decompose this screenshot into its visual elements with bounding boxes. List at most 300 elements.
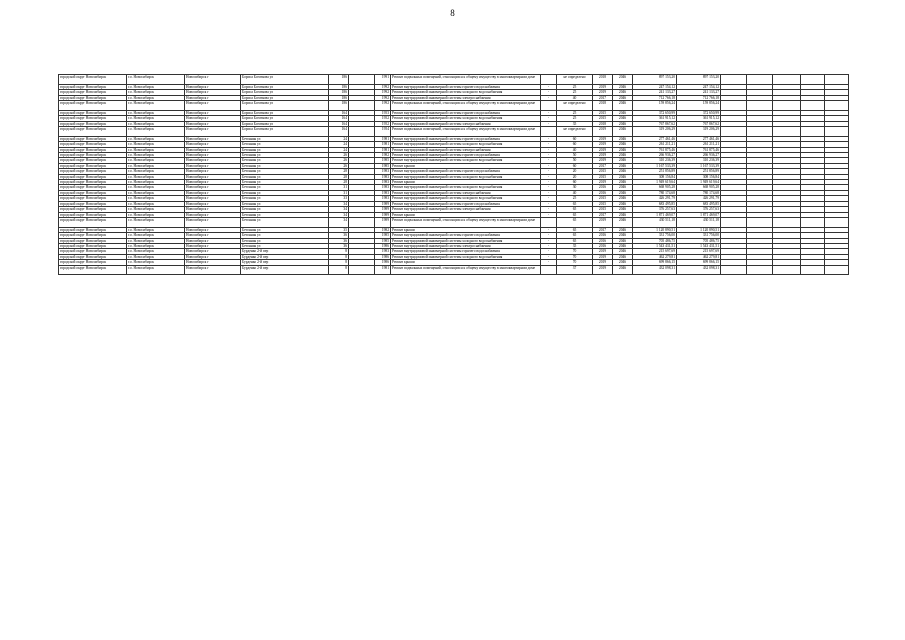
table-cell: 2046 xyxy=(613,180,633,185)
table-cell: 2046 xyxy=(613,201,633,206)
table-cell: 668 905,28 xyxy=(633,185,677,190)
table-cell: 2019 xyxy=(593,147,613,152)
table-cell: 65 xyxy=(557,207,593,212)
table-cell: 247 154,12 xyxy=(633,84,677,89)
table-cell: 2046 xyxy=(613,147,633,152)
table-cell: Бурденко 2-й пер xyxy=(241,260,329,265)
table-cell: 2019 xyxy=(593,158,613,163)
table-cell: 2018 xyxy=(593,101,613,111)
table-cell: 65 xyxy=(557,217,593,227)
table-cell: 2019 xyxy=(593,260,613,265)
table-cell: Ремонт внутридомовой инженерной системы холодного водоснабжения xyxy=(391,254,541,259)
table-cell: 705 486,75 xyxy=(677,238,721,243)
table-cell: 432 098,31 xyxy=(677,265,721,275)
table-cell: 2017 xyxy=(593,163,613,168)
table-cell: 2046 xyxy=(613,190,633,195)
table-cell: Новосибирск г xyxy=(185,75,241,85)
table-cell: городской округ Новосибирск xyxy=(59,169,127,174)
capital-repair-table xyxy=(58,74,848,275)
table-cell: 70 xyxy=(557,249,593,254)
table-cell: г.о. Новосибирск xyxy=(127,265,185,275)
table-cell xyxy=(541,265,557,275)
table-cell: 50 xyxy=(557,158,593,163)
table-cell: Ремонт внутридомовой инженерной системы электроснабжения xyxy=(391,243,541,248)
table-cell: 1991 xyxy=(375,75,391,85)
table-cell: г.о. Новосибирск xyxy=(127,95,185,100)
table-cell: 20 xyxy=(557,169,593,174)
table-cell: 65 xyxy=(557,227,593,232)
table-cell: 2019 xyxy=(593,249,613,254)
table-cell: Новосибирск г xyxy=(185,158,241,163)
table-cell xyxy=(349,127,375,137)
table-cell: Ремонт крыши xyxy=(391,180,541,185)
table-cell: 247 154,12 xyxy=(677,84,721,89)
table-cell: Ремонт внутридомовой инженерной системы электроснабжения xyxy=(391,147,541,152)
table-cell: Новосибирск г xyxy=(185,90,241,95)
table-cell xyxy=(747,75,773,85)
table-cell: 780 174,68 xyxy=(633,190,677,195)
table-cell: 34 xyxy=(329,212,349,217)
table-cell: Бетонная ул xyxy=(241,243,329,248)
table-cell xyxy=(721,101,747,111)
table-cell: 1 167 533,39 xyxy=(677,163,721,168)
table-cell: городской округ Новосибирск xyxy=(59,249,127,254)
table-cell: 36 xyxy=(329,238,349,243)
table-cell xyxy=(747,101,773,111)
table-cell: 705 486,75 xyxy=(633,238,677,243)
table-cell: 2019 xyxy=(593,142,613,147)
table-cell: 2046 xyxy=(613,249,633,254)
table-cell: 1952 xyxy=(375,116,391,121)
table-cell: 30 xyxy=(557,185,593,190)
table-cell: 426 291,79 xyxy=(633,196,677,201)
table-cell: Новосибирск г xyxy=(185,249,241,254)
table-cell xyxy=(773,127,801,137)
table-cell: 2018 xyxy=(593,75,613,85)
table-cell: Бетонная ул xyxy=(241,180,329,185)
table-cell: 1 120 890,51 xyxy=(633,227,677,232)
table-cell xyxy=(825,265,849,275)
table-cell: - xyxy=(541,185,557,190)
table-cell: Бетонная ул xyxy=(241,238,329,243)
table-cell: 33 xyxy=(329,196,349,201)
table-cell: г.о. Новосибирск xyxy=(127,153,185,158)
table-cell xyxy=(825,217,849,227)
table-cell: 426 291,79 xyxy=(677,196,721,201)
table-cell: Новосибирск г xyxy=(185,116,241,121)
table-cell: Бетонная ул xyxy=(241,142,329,147)
table-cell: Новосибирск г xyxy=(185,153,241,158)
table-cell xyxy=(801,127,825,137)
table-cell: - xyxy=(541,174,557,179)
table-cell: 1983 xyxy=(375,196,391,201)
table-cell: Бурденко 2-й пер xyxy=(241,265,329,275)
table-cell: 361 915,12 xyxy=(677,116,721,121)
table-cell: 40 xyxy=(557,190,593,195)
table-cell: городской округ Новосибирск xyxy=(59,180,127,185)
table-cell: 65 xyxy=(557,212,593,217)
table-cell: 1 120 890,51 xyxy=(677,227,721,232)
table-cell: городской округ Новосибирск xyxy=(59,163,127,168)
table-cell: 780 174,68 xyxy=(677,190,721,195)
table-cell: Ремонт внутридомовой инженерной системы холодного водоснабжения xyxy=(391,158,541,163)
table-cell: Ремонт внутридомовой инженерной системы холодного водоснабжения xyxy=(391,142,541,147)
page-number: 8 xyxy=(450,8,455,18)
table-cell: не определено xyxy=(557,101,593,111)
table-cell: Бетонная ул xyxy=(241,207,329,212)
table-cell: - xyxy=(541,95,557,100)
table-cell xyxy=(801,265,825,275)
table-cell xyxy=(801,217,825,227)
table-cell: Ремонт внутридомовой инженерной системы холодного водоснабжения xyxy=(391,116,541,121)
table-cell: Ремонт подвальных помещений, относящихся к общему имуществу в многоквартирном доме xyxy=(391,265,541,275)
table-cell: 331 756,00 xyxy=(677,233,721,238)
table-cell: 35 xyxy=(557,121,593,126)
table-cell: 1986 xyxy=(375,260,391,265)
table-cell: 2015 xyxy=(593,201,613,206)
table-cell xyxy=(747,127,773,137)
table-cell: городской округ Новосибирск xyxy=(59,147,127,152)
table-cell: Ремонт внутридомовой инженерной системы электроснабжения xyxy=(391,207,541,212)
table-cell: 2019 xyxy=(593,84,613,89)
table-cell: 277 461,46 xyxy=(633,136,677,141)
table-cell: 60 xyxy=(557,180,593,185)
table-cell: 2019 xyxy=(593,136,613,141)
table-cell: - xyxy=(541,121,557,126)
table-cell: городской округ Новосибирск xyxy=(59,185,127,190)
table-cell: городской округ Новосибирск xyxy=(59,142,127,147)
table-cell: городской округ Новосибирск xyxy=(59,260,127,265)
table-cell: г.о. Новосибирск xyxy=(127,116,185,121)
table-cell: городской округ Новосибирск xyxy=(59,254,127,259)
table-cell: 712 766,18 xyxy=(677,95,721,100)
table-cell: 1986 xyxy=(375,254,391,259)
table-cell: г.о. Новосибирск xyxy=(127,196,185,201)
table-cell: Ремонт подвальных помещений, относящихся к общему имуществу в многоквартирном доме xyxy=(391,101,541,111)
table-cell: 1985 xyxy=(375,158,391,163)
table-cell: г.о. Новосибирск xyxy=(127,212,185,217)
table-cell: Новосибирск г xyxy=(185,260,241,265)
table-cell: 186 xyxy=(329,101,349,111)
table-cell: 2046 xyxy=(613,227,633,232)
table-cell: 2046 xyxy=(613,163,633,168)
table-cell: 36 xyxy=(329,243,349,248)
table-cell: 897 153,20 xyxy=(633,75,677,85)
table-cell: г.о. Новосибирск xyxy=(127,169,185,174)
table-cell: 1982 xyxy=(375,153,391,158)
table-cell: г.о. Новосибирск xyxy=(127,90,185,95)
table-cell: 24 xyxy=(329,142,349,147)
table-cell xyxy=(747,217,773,227)
table-cell: 277 461,46 xyxy=(677,136,721,141)
table-cell: 186 xyxy=(329,75,349,85)
table-cell: 1 543 431,51 xyxy=(677,243,721,248)
table-cell: - xyxy=(541,153,557,158)
table-cell: 2019 xyxy=(593,90,613,95)
table-cell: 2017 xyxy=(593,227,613,232)
table-cell xyxy=(801,75,825,85)
table-cell: 1953 xyxy=(375,110,391,115)
table-cell: 432 098,31 xyxy=(633,265,677,275)
table-cell: - xyxy=(541,136,557,141)
table-cell: Новосибирск г xyxy=(185,185,241,190)
table-cell: Бетонная ул xyxy=(241,196,329,201)
table-cell: г.о. Новосибирск xyxy=(127,254,185,259)
table-cell: 1985 xyxy=(375,163,391,168)
table-cell: Бурденко 2-й пер xyxy=(241,254,329,259)
table-row xyxy=(59,217,849,227)
table-cell xyxy=(825,75,849,85)
table-cell: 70 xyxy=(557,254,593,259)
table-cell: - xyxy=(541,201,557,206)
table-cell xyxy=(773,101,801,111)
table-row xyxy=(59,75,849,85)
table-cell: 1989 xyxy=(375,201,391,206)
table-cell: городской округ Новосибирск xyxy=(59,243,127,248)
table-cell: 1952 xyxy=(375,121,391,126)
table-cell: г.о. Новосибирск xyxy=(127,180,185,185)
table-cell: 2016 xyxy=(593,185,613,190)
table-cell: 261 211,21 xyxy=(677,142,721,147)
table-cell: - xyxy=(541,142,557,147)
table-cell: 1 949 619,64 xyxy=(677,180,721,185)
table-cell: Ремонт внутридомовой инженерной системы холодного водоснабжения xyxy=(391,238,541,243)
table-cell: 761 875,46 xyxy=(633,147,677,152)
table-cell: 60 xyxy=(557,142,593,147)
table-cell: Бориса Богаткова ул xyxy=(241,90,329,95)
table-cell: 2019 xyxy=(593,265,613,275)
table-cell: 34 xyxy=(329,217,349,227)
table-cell: 761 875,46 xyxy=(677,147,721,152)
table-cell: г.о. Новосибирск xyxy=(127,201,185,206)
table-cell: 25 xyxy=(557,116,593,121)
table-cell xyxy=(541,127,557,137)
table-cell: 251 856,89 xyxy=(633,169,677,174)
table-cell: 25 xyxy=(557,84,593,89)
table-cell: 712 766,18 xyxy=(633,95,677,100)
table-cell: 2046 xyxy=(613,90,633,95)
table-cell: городской округ Новосибирск xyxy=(59,110,127,115)
table-cell: 65 xyxy=(557,238,593,243)
table-cell: Бурденко 2-й пер xyxy=(241,249,329,254)
table-cell: г.о. Новосибирск xyxy=(127,142,185,147)
table-cell: 50 xyxy=(557,153,593,158)
table-cell xyxy=(825,127,849,137)
table-cell: 8 xyxy=(329,249,349,254)
table-cell: 2015 xyxy=(593,169,613,174)
table-cell: - xyxy=(541,84,557,89)
table-cell: городской округ Новосибирск xyxy=(59,127,127,137)
table-cell: 2046 xyxy=(613,142,633,147)
table-cell: 2019 xyxy=(593,127,613,137)
table-cell: Ремонт внутридомовой инженерной системы горячего водоснабжения xyxy=(391,136,541,141)
table-cell: 65 xyxy=(557,233,593,238)
table-cell: г.о. Новосибирск xyxy=(127,238,185,243)
table-cell: 159 856,24 xyxy=(677,101,721,111)
table-cell xyxy=(773,75,801,85)
table-cell: 20 xyxy=(557,174,593,179)
table-cell: - xyxy=(541,196,557,201)
table-cell: г.о. Новосибирск xyxy=(127,207,185,212)
table-cell: 31 xyxy=(329,185,349,190)
table-cell: 699 866,15 xyxy=(677,260,721,265)
table-cell: 310 236,39 xyxy=(633,158,677,163)
table-cell: - xyxy=(541,147,557,152)
table-cell: Бориса Богаткова ул xyxy=(241,116,329,121)
table-cell: Новосибирск г xyxy=(185,169,241,174)
table-cell: Новосибирск г xyxy=(185,136,241,141)
table-cell: 2046 xyxy=(613,238,633,243)
table-cell: Бетонная ул xyxy=(241,153,329,158)
table-cell: - xyxy=(541,180,557,185)
table-cell: - xyxy=(541,110,557,115)
table-cell: Новосибирск г xyxy=(185,196,241,201)
table-cell: 2019 xyxy=(593,180,613,185)
table-cell: 2046 xyxy=(613,101,633,111)
table-cell: 1992 xyxy=(375,84,391,89)
table-cell: 2046 xyxy=(613,95,633,100)
table-cell: г.о. Новосибирск xyxy=(127,136,185,141)
table-cell: Бориса Богаткова ул xyxy=(241,84,329,89)
table-cell: 26 xyxy=(329,163,349,168)
table-cell xyxy=(349,101,375,111)
table-cell: 40 xyxy=(557,95,593,100)
table-cell: 215 697,69 xyxy=(677,249,721,254)
table-cell: 2046 xyxy=(613,185,633,190)
table-cell: 2046 xyxy=(613,136,633,141)
table-cell: Новосибирск г xyxy=(185,201,241,206)
table-cell: городской округ Новосибирск xyxy=(59,207,127,212)
table-cell: Новосибирск г xyxy=(185,238,241,243)
table-cell: 25 xyxy=(557,90,593,95)
table-cell: Ремонт внутридомовой инженерной системы горячего водоснабжения xyxy=(391,249,541,254)
table-cell: городской округ Новосибирск xyxy=(59,116,127,121)
table-cell: - xyxy=(541,116,557,121)
table-cell: не определено xyxy=(557,75,593,85)
table-cell: 2015 xyxy=(593,116,613,121)
table-cell: 35 xyxy=(557,243,593,248)
table-cell: Новосибирск г xyxy=(185,110,241,115)
table-cell: 34 xyxy=(329,201,349,206)
table-cell: 2016 xyxy=(593,243,613,248)
table-cell: - xyxy=(541,238,557,243)
table-cell xyxy=(721,265,747,275)
table-cell: 310 236,39 xyxy=(677,158,721,163)
table-cell: 70 xyxy=(557,260,593,265)
table-cell: 2046 xyxy=(613,84,633,89)
table-cell: Бориса Богаткова ул xyxy=(241,101,329,111)
table-cell: городской округ Новосибирск xyxy=(59,238,127,243)
table-cell: - xyxy=(541,169,557,174)
table-cell: Ремонт внутридомовой инженерной системы холодного водоснабжения xyxy=(391,185,541,190)
table-cell: Новосибирск г xyxy=(185,207,241,212)
table-cell: Ремонт внутридомовой инженерной системы электроснабжения xyxy=(391,95,541,100)
table-cell: Бориса Богаткова ул xyxy=(241,127,329,137)
table-cell: Бориса Богаткова ул xyxy=(241,121,329,126)
table-cell: Ремонт крыши xyxy=(391,212,541,217)
table-cell: 319 206,29 xyxy=(677,127,721,137)
table-cell: 1989 xyxy=(375,212,391,217)
table-cell: г.о. Новосибирск xyxy=(127,227,185,232)
table-cell: г.о. Новосибирск xyxy=(127,233,185,238)
table-cell: городской округ Новосибирск xyxy=(59,158,127,163)
table-cell: 2046 xyxy=(613,169,633,174)
table-cell: г.о. Новосибирск xyxy=(127,121,185,126)
table-cell: Новосибирск г xyxy=(185,227,241,232)
table-cell: 215 697,69 xyxy=(633,249,677,254)
table-cell: 2046 xyxy=(613,243,633,248)
table-cell: городской округ Новосибирск xyxy=(59,212,127,217)
table-cell: 1 871 469,07 xyxy=(677,212,721,217)
table-cell: - xyxy=(541,233,557,238)
table-cell: Ремонт крыши xyxy=(391,260,541,265)
table-cell: городской округ Новосибирск xyxy=(59,84,127,89)
table-cell: 2018 xyxy=(593,121,613,126)
table-cell: 1981 xyxy=(375,136,391,141)
table-cell: 1985 xyxy=(375,233,391,238)
table-cell: 430 511,18 xyxy=(677,217,721,227)
table-cell xyxy=(825,101,849,111)
table-cell: Ремонт внутридомовой инженерной системы холодного водоснабжения xyxy=(391,174,541,179)
table-cell: Ремонт внутридомовой инженерной системы горячего водоснабжения xyxy=(391,153,541,158)
table-cell: г.о. Новосибирск xyxy=(127,147,185,152)
table-cell: 1983 xyxy=(375,180,391,185)
table-cell: 462 279,81 xyxy=(677,254,721,259)
table-cell: Ремонт внутридомовой инженерной системы холодного водоснабжения xyxy=(391,90,541,95)
table-cell xyxy=(349,217,375,227)
table-cell: 2017 xyxy=(593,95,613,100)
table-row xyxy=(59,101,849,111)
table-cell xyxy=(541,101,557,111)
table-cell: 683 495,85 xyxy=(677,201,721,206)
table-cell xyxy=(349,75,375,85)
table-cell: городской округ Новосибирск xyxy=(59,90,127,95)
table-cell: 40 xyxy=(557,147,593,152)
table-cell: Бетонная ул xyxy=(241,212,329,217)
table-cell: 2046 xyxy=(613,127,633,137)
table-cell: г.о. Новосибирск xyxy=(127,217,185,227)
table-cell: Новосибирск г xyxy=(185,190,241,195)
table-row xyxy=(59,127,849,137)
table-cell: Бетонная ул xyxy=(241,169,329,174)
table-cell: 2046 xyxy=(613,217,633,227)
table-cell: 2016 xyxy=(593,238,613,243)
table-cell: Новосибирск г xyxy=(185,95,241,100)
table-cell: Ремонт крыши xyxy=(391,163,541,168)
table-cell: 1954 xyxy=(375,127,391,137)
table-cell: 2019 xyxy=(593,153,613,158)
table-cell xyxy=(721,217,747,227)
table-cell: 430 511,18 xyxy=(633,217,677,227)
table-cell: 2046 xyxy=(613,265,633,275)
table-cell: Бориса Богаткова ул xyxy=(241,75,329,85)
table-cell: - xyxy=(541,227,557,232)
table-cell: 308 156,84 xyxy=(633,174,677,179)
table-cell: 1 167 533,39 xyxy=(633,163,677,168)
table-cell xyxy=(721,127,747,137)
table-cell: г.о. Новосибирск xyxy=(127,101,185,111)
table-cell: 376 257,63 xyxy=(633,207,677,212)
table-cell: 8 xyxy=(329,265,349,275)
table-cell: 1983 xyxy=(375,190,391,195)
table-cell: - xyxy=(541,254,557,259)
table-cell: Ремонт внутридомовой инженерной системы горячего водоснабжения xyxy=(391,233,541,238)
table-cell: Новосибирск г xyxy=(185,243,241,248)
table-cell: 767 867,62 xyxy=(677,121,721,126)
table-cell: 159 856,24 xyxy=(633,101,677,111)
table-cell: Новосибирск г xyxy=(185,212,241,217)
table-cell: г.о. Новосибирск xyxy=(127,75,185,85)
